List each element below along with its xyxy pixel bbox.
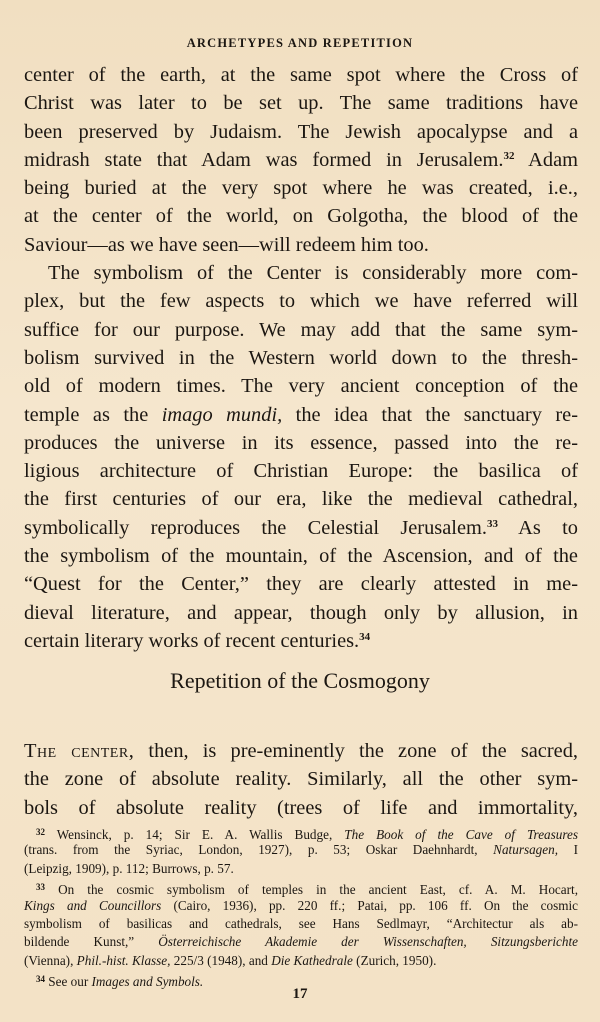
page-number: 17 xyxy=(292,986,308,1002)
text-line: bolism survived in the Western world down to the thresh- xyxy=(24,346,578,369)
text-line: symbolically reproduces the Celestial Jerusalem.$^{33}$ As to xyxy=(24,516,578,539)
small-caps-lead: The center, xyxy=(24,740,135,762)
italic-term: imago mundi, xyxy=(161,403,283,426)
footnote-line: bildende Kunst,” Österreichische Akademie der Wissenschaften, Sitzungsberichte xyxy=(24,934,578,950)
text-line: the symbolism of the mountain, of the Ascension, and of the xyxy=(24,545,578,568)
text-line: suffice for our purpose. We may add that the same sym- xyxy=(24,318,578,341)
running-head: ARCHETYPES AND REPETITION xyxy=(186,36,414,50)
text-line: the zone of absolute reality. Similarly, all the other sym- xyxy=(24,768,578,791)
footnote-line: (trans. from the Syriac, London, 1927), p. 53; Oskar Daehnhardt, Natursagen, I xyxy=(24,842,578,858)
text-line: The center, then, is pre-eminently the zone of the sacred, xyxy=(24,740,578,762)
text-line: produces the universe in its essence, passed into the re- xyxy=(24,431,578,454)
text-line: midrash state that Adam was formed in Jerusalem.$^{32}$ Adam xyxy=(24,148,579,171)
footnote-32: $^{32}$ Wensinck, p. 14; Sir E. A. Wallis Budge, The Book of the Cave of Treasures xyxy=(36,827,578,842)
text-line: at the center of the world, on Golgotha, the blood of the xyxy=(24,205,578,228)
paragraph-section-start xyxy=(24,737,578,822)
footnote-line: (Vienna), Phil.-hist. Klasse, 225/3 (1948), and Die Kathedrale (Zurich, 1950). xyxy=(24,952,437,968)
footnote-line: symbolism of basilicas and cathedrals, see Hans Sedlmayr, “Architectur als ab- xyxy=(24,915,578,931)
footnote-line: (Leipzig, 1909), p. 112; Burrows, p. 57. xyxy=(24,860,234,876)
text-line: being buried at the very spot where he was created, i.e., xyxy=(24,177,578,200)
footnote-line: Kings and Councillors (Cairo, 1936), pp. 220 ff.; Patai, pp. 106 ff. On the cosmic xyxy=(24,897,578,913)
text-line: bols of absolute reality (trees of life and immortality, xyxy=(24,796,578,819)
text-line: center of the earth, at the same spot where the Cross of xyxy=(24,64,578,86)
text-line: the first centuries of our era, like the medieval cathedral, xyxy=(24,488,578,511)
text-line: old of modern times. The very ancient conception of the xyxy=(24,375,578,398)
footnote-34: $^{34}$ See our Images and Symbols. xyxy=(36,974,204,990)
text-line: been preserved by Judaism. The Jewish apocalypse and a xyxy=(24,120,578,143)
footnote-33: $^{33}$ On the cosmic symbolism of temples in the ancient East, cf. A. M. Hocart, xyxy=(36,882,578,898)
text-line: The symbolism of the Center is considerably more com- xyxy=(48,262,578,285)
text-line: ligious architecture of Christian Europe: the basilica of xyxy=(24,460,578,483)
text-line: dieval literature, and appear, though only by allusion, in xyxy=(24,601,578,624)
footnote-ref-34[interactable]: 34 xyxy=(359,630,371,643)
text-line: “Quest for the Center,” they are clearly attested in me- xyxy=(24,573,578,596)
text-line: plex, but the few aspects to which we have referred will xyxy=(24,290,578,313)
footnotes xyxy=(24,823,578,989)
footnote-ref-32[interactable]: 32 xyxy=(503,149,515,162)
section-heading: Repetition of the Cosmogony xyxy=(170,668,430,693)
text-line: Saviour—as we have seen—will redeem him too. xyxy=(24,233,429,256)
text-line: certain literary works of recent centuries.$^{34}$ xyxy=(24,629,371,652)
text-line: temple as the imago mundi, the idea that the sanctuary re- xyxy=(24,403,578,426)
footnote-ref-33[interactable]: 33 xyxy=(486,517,498,530)
paragraph-continued xyxy=(24,61,578,655)
text-line: Christ was later to be set up. The same traditions have xyxy=(24,92,578,115)
